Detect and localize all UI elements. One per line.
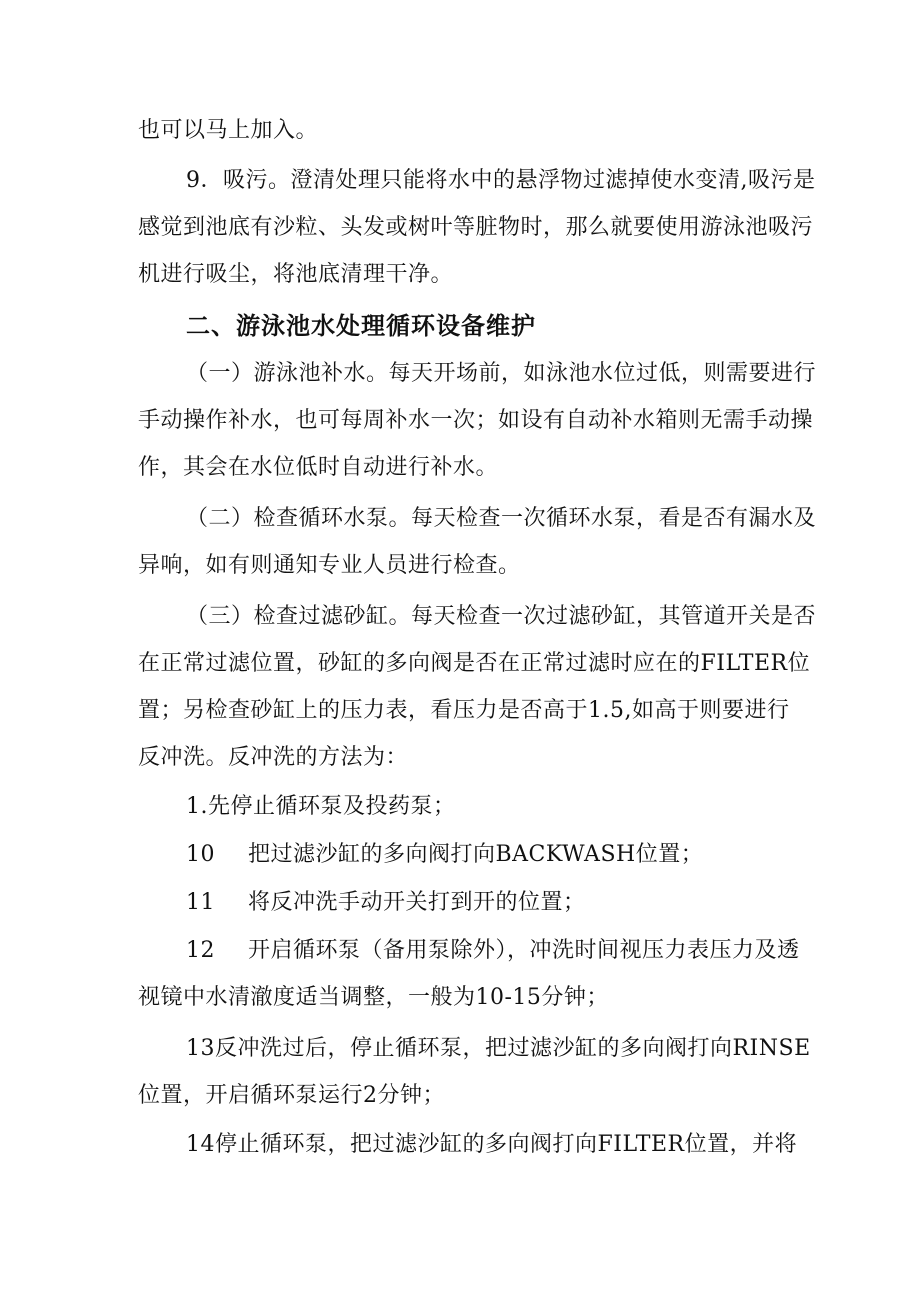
paragraph-continuation bbox=[138, 107, 794, 154]
text-line bbox=[138, 879, 794, 926]
text-line: 视镜中水清澈度适当调整，一般为10-15分钟； bbox=[138, 985, 609, 1010]
text-line: 感觉到池底有沙粒、头发或树叶等脏物时，那么就要使用游泳池吸污 bbox=[138, 215, 814, 240]
text-line: 位置，开启循环泵运行2分钟； bbox=[138, 1083, 445, 1108]
text-line: （二）检查循环水泵。每天检查一次循环水泵，看是否有漏水及 bbox=[186, 506, 817, 531]
step-10 bbox=[138, 831, 794, 878]
text-line: 机进行吸尘，将池底清理干净。 bbox=[138, 262, 454, 287]
step-text: 将反冲洗手动开关打到开的位置； bbox=[248, 890, 586, 915]
step-text: 开启循环泵（备用泵除外），冲洗时间视压力表压力及透 bbox=[248, 938, 800, 963]
step-text: 把过滤沙缸的多向阀打向BACKWASH位置； bbox=[248, 842, 704, 867]
step-number: 12 bbox=[186, 938, 215, 963]
text-line: 也可以马上加入。 bbox=[138, 118, 319, 143]
text-line: 1.先停止循环泵及投药泵； bbox=[186, 794, 456, 819]
step-14 bbox=[138, 1121, 798, 1168]
text-line: 作，其会在水位低时自动进行补水。 bbox=[138, 455, 499, 480]
text-line: 14停止循环泵，把过滤沙缸的多向阀打向FILTER位置，并将 bbox=[186, 1132, 798, 1157]
step-1 bbox=[138, 783, 794, 830]
text-line: 异响，如有则通知专业人员进行检查。 bbox=[138, 553, 521, 578]
step-number: 10 bbox=[186, 842, 215, 867]
paragraph-item-9 bbox=[138, 157, 816, 298]
paragraph-section-3 bbox=[138, 593, 817, 781]
text-line: （三）检查过滤砂缸。每天检查一次过滤砂缸，其管道开关是否 bbox=[186, 604, 817, 629]
step-number: 11 bbox=[186, 890, 215, 915]
step-12 bbox=[138, 927, 800, 1021]
text-line: 手动操作补水，也可每周补水一次；如设有自动补水箱则无需手动操 bbox=[138, 408, 814, 433]
text-line: 置；另检查砂缸上的压力表，看压力是否高于1.5,如高于则要进行 bbox=[138, 698, 790, 723]
text-line: 13反冲洗过后，停止循环泵，把过滤沙缸的多向阀打向RINSE bbox=[186, 1036, 811, 1061]
step-13 bbox=[138, 1025, 811, 1119]
text-line bbox=[138, 927, 800, 974]
text-line: （一）游泳池补水。每天开场前，如泳池水位过低，则需要进行 bbox=[186, 361, 817, 386]
text-line: 在正常过滤位置，砂缸的多向阀是否在正常过滤时应在的FILTER位 bbox=[138, 651, 811, 676]
text-line: 反冲洗。反冲洗的方法为： bbox=[138, 745, 409, 770]
paragraph-section-2 bbox=[138, 495, 817, 589]
section-heading: 二、游泳池水处理循环设备维护 bbox=[186, 312, 536, 340]
paragraph-section-1 bbox=[138, 350, 817, 491]
text-line bbox=[138, 831, 794, 878]
step-11 bbox=[138, 879, 794, 926]
text-line: 9．吸污。澄清处理只能将水中的悬浮物过滤掉使水变清,吸污是 bbox=[186, 168, 816, 193]
